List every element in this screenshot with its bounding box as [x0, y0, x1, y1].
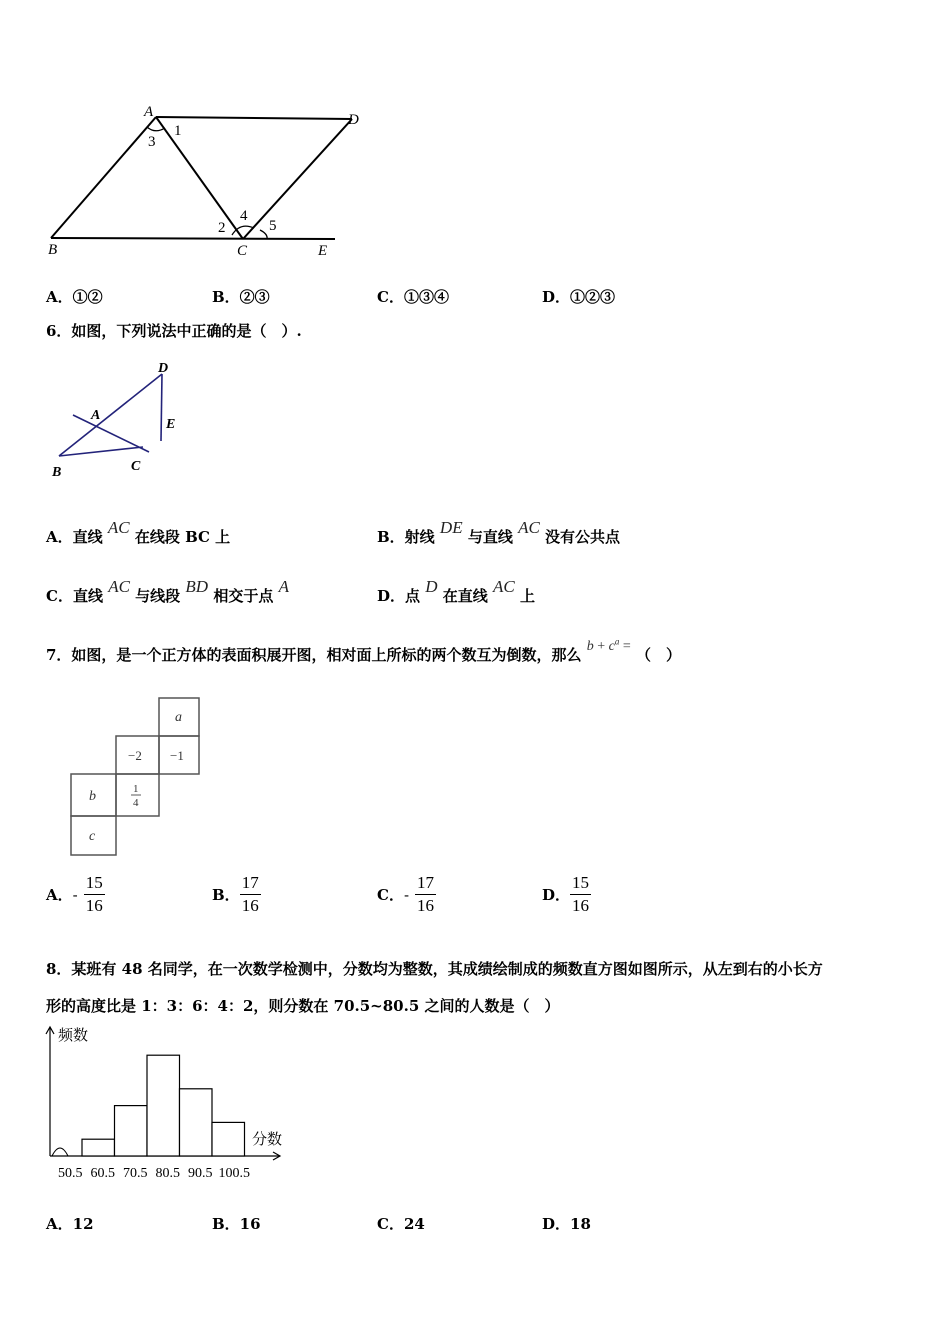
q6-opt-c-pre: C．直线	[46, 587, 103, 605]
q7-opt-a-frac	[84, 872, 105, 917]
histogram-bar-70.5-80.5	[147, 1055, 180, 1156]
q6-stem: 6．如图，下列说法中正确的是（ ）.	[46, 322, 302, 340]
q7-net-b: b	[89, 789, 96, 804]
q5-parallelogram-figure	[40, 98, 370, 263]
q7-expression	[586, 636, 631, 654]
q6-label-b: B	[52, 465, 62, 480]
q8-axis-break	[52, 1148, 68, 1156]
q7-opt-d-den: 16	[572, 896, 590, 915]
q5-angle-2: 2	[218, 220, 226, 236]
q7-expr-c: c	[608, 639, 615, 654]
q5-line-ac	[156, 117, 243, 239]
q6-opt-d-mid: 在直线	[442, 587, 488, 605]
q7-net-m2: −2	[128, 748, 142, 763]
q5-angle-arc-a	[147, 127, 165, 131]
q7-opt-d-label: D．	[542, 886, 571, 904]
q8-stem-line2: 形的高度比是 1：3：6：4：2，则分数在 70.5~80.5 之间的人数是（ ）	[46, 997, 560, 1015]
q6-opt-c-m3: A	[278, 577, 289, 596]
q7-expr-plus: +	[597, 639, 606, 654]
q6-option-d[interactable]	[377, 577, 535, 606]
histogram-tick-label: 90.5	[188, 1166, 213, 1181]
q6-opt-d-m2: AC	[493, 577, 515, 596]
q6-opt-b-m1: DE	[439, 518, 463, 537]
q8-option-b[interactable]: B．16	[212, 1215, 261, 1233]
q7-net-quarter-num: 1	[133, 783, 139, 795]
q6-opt-c-m1: AC	[108, 577, 130, 596]
q7-stem	[46, 636, 681, 665]
q6-opt-c-post: 相交于点	[213, 587, 274, 605]
q5-line-dc	[243, 119, 352, 239]
q5-option-c[interactable]: C．①③④	[377, 288, 449, 306]
q5-angle-arc-5	[260, 230, 267, 239]
q7-opt-c-den: 16	[417, 896, 435, 915]
q8-xlabel: 分数	[252, 1132, 283, 1148]
q5-label-d: D	[348, 112, 359, 128]
q7-opt-b-num: 17	[240, 872, 261, 895]
q5-angle-3: 3	[148, 134, 156, 150]
q6-option-a[interactable]	[46, 518, 231, 547]
q6-opt-b-mid: 与直线	[467, 528, 513, 546]
q7-opt-c-sign: -	[403, 885, 410, 904]
q7-cube-net-figure	[66, 694, 206, 859]
q7-opt-a-label: A．	[46, 886, 73, 904]
histogram-tick-label: 60.5	[90, 1166, 115, 1181]
q7-paren: （ ）	[635, 646, 681, 664]
q6-opt-a-post: 在线段 BC 上	[134, 528, 231, 546]
q7-opt-d-frac	[570, 872, 591, 917]
q7-net-c: c	[89, 829, 96, 844]
q7-opt-a-sign: -	[72, 885, 78, 904]
q7-opt-c-num: 17	[415, 872, 436, 895]
q6-opt-c-mid: 与线段	[135, 587, 181, 605]
q5-angle-4: 4	[240, 208, 248, 224]
q6-opt-d-post: 上	[519, 587, 535, 605]
histogram-bar-60.5-70.5	[115, 1106, 148, 1156]
q7-opt-d-num: 15	[570, 872, 591, 895]
histogram-bar-90.5-100.5	[212, 1122, 245, 1156]
q7-opt-a-num: 15	[84, 872, 105, 895]
q8-stem-line1: 8．某班有 48 名同学，在一次数学检测中，分数均为整数，其成绩绘制成的频数直方图如图所示，从左到右的小长方	[46, 960, 823, 978]
q7-opt-c-label: C．	[377, 886, 404, 904]
q6-label-d: D	[158, 361, 169, 376]
histogram-bar-50.5-60.5	[82, 1139, 115, 1156]
histogram-tick-label: 70.5	[123, 1166, 148, 1181]
q7-option-c[interactable]	[377, 872, 436, 917]
q6-triangle-figure	[45, 355, 195, 485]
q6-opt-c-m2: BD	[185, 577, 209, 596]
q6-line-ac	[73, 415, 149, 452]
q6-opt-b-pre: B．射线	[377, 528, 435, 546]
q6-label-c: C	[131, 459, 141, 474]
q7-opt-a-den: 16	[85, 896, 103, 915]
q6-opt-d-pre: D．点	[377, 587, 421, 605]
q5-label-e: E	[318, 243, 328, 259]
q6-opt-b-m2: AC	[518, 518, 540, 537]
q5-line-ad	[156, 117, 352, 119]
q7-stem-text: 7．如图，是一个正方体的表面积展开图，相对面上所标的两个数互为倒数，那么	[46, 646, 582, 664]
q6-label-a: A	[91, 408, 101, 423]
q7-opt-b-frac	[240, 872, 261, 917]
q8-option-d[interactable]: D．18	[542, 1215, 591, 1233]
q5-option-b[interactable]: B．②③	[212, 288, 270, 306]
q7-expr-eq: =	[622, 639, 631, 654]
q8-option-a[interactable]: A．12	[46, 1215, 94, 1233]
q7-net-m1: −1	[170, 748, 184, 763]
q7-opt-b-den: 16	[241, 896, 259, 915]
q7-option-a[interactable]	[46, 872, 105, 917]
q6-line-bc	[59, 447, 143, 456]
q8-histogram	[40, 1020, 300, 1185]
q8-option-c[interactable]: C．24	[377, 1215, 425, 1233]
q6-opt-a-m1: AC	[107, 518, 130, 537]
histogram-tick-label: 100.5	[218, 1166, 250, 1181]
q5-option-d[interactable]: D．①②③	[542, 288, 616, 306]
q7-net-a: a	[175, 710, 182, 725]
q8-ylabel: 频数	[58, 1028, 89, 1044]
q7-net-quarter-den: 4	[133, 797, 139, 809]
q7-opt-b-label: B．	[212, 886, 240, 904]
q6-option-c[interactable]	[46, 577, 289, 606]
q6-opt-a-pre: A．直线	[46, 528, 103, 546]
q5-label-a: A	[144, 104, 154, 120]
histogram-bar-80.5-90.5	[180, 1089, 213, 1156]
q5-option-a[interactable]: A．①②	[46, 288, 103, 306]
q7-expr-a: a	[614, 636, 620, 647]
q5-label-c: C	[237, 243, 248, 259]
q6-opt-b-post: 没有公共点	[545, 528, 621, 546]
q5-line-be	[51, 238, 335, 239]
q6-opt-d-m1: D	[425, 577, 438, 596]
q7-opt-c-frac	[415, 872, 436, 917]
q5-angle-5: 5	[269, 218, 277, 234]
histogram-tick-label: 50.5	[58, 1166, 83, 1181]
q5-angle-1: 1	[174, 123, 182, 139]
q7-option-d[interactable]	[542, 872, 591, 917]
q6-option-b[interactable]	[377, 518, 621, 547]
histogram-tick-label: 80.5	[155, 1166, 180, 1181]
q7-expr-b: b	[586, 639, 594, 654]
q7-option-b[interactable]	[212, 872, 261, 917]
q5-line-ab	[51, 117, 156, 238]
q6-line-de	[161, 374, 162, 441]
q6-label-e: E	[166, 417, 176, 432]
q5-label-b: B	[48, 242, 58, 258]
